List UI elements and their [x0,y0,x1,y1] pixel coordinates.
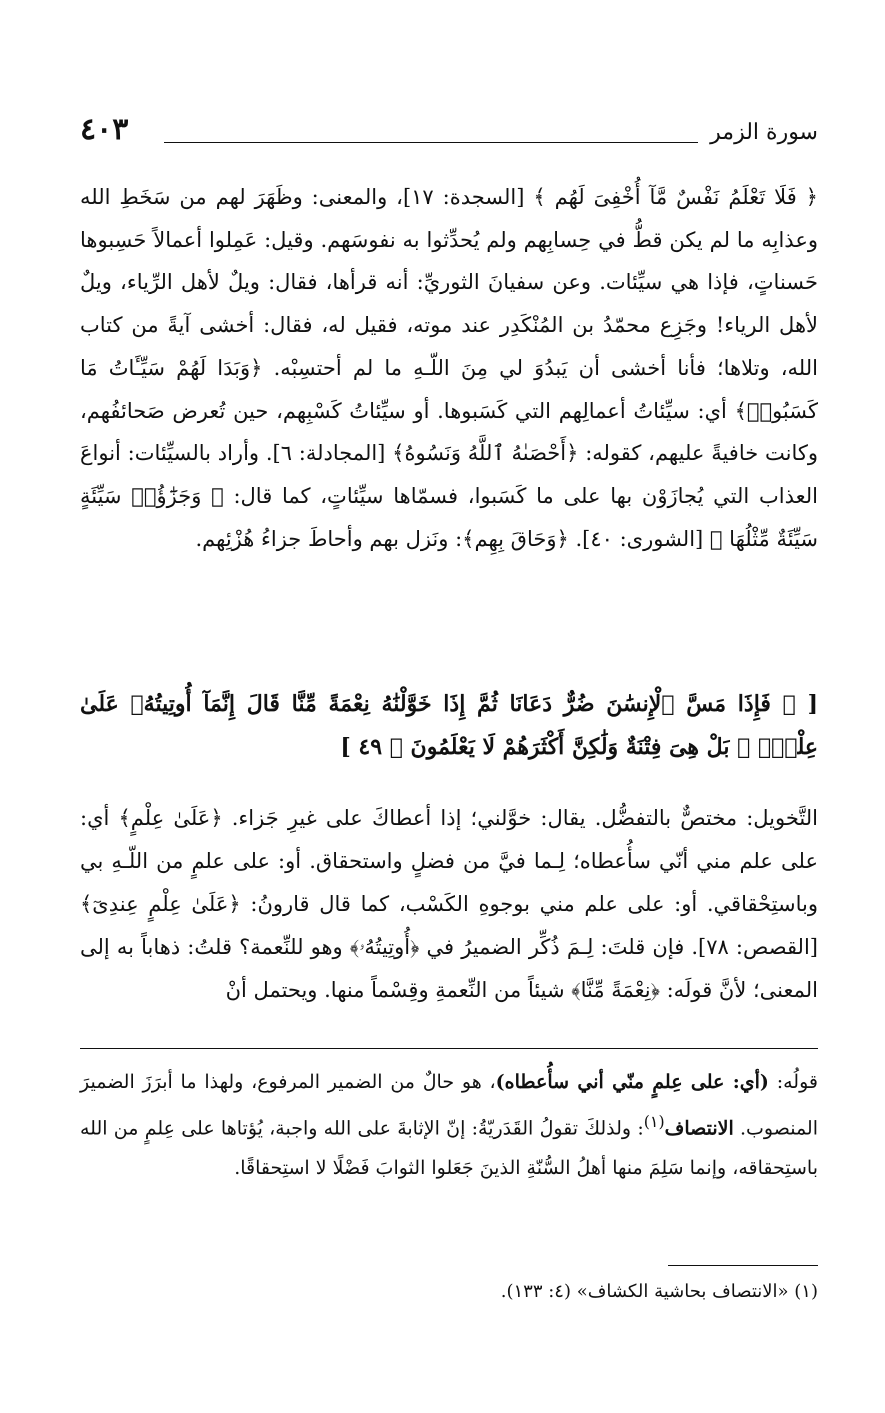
commentary-paragraph-2: التَّخويل: مختصٌّ بالتفضُّل. يقال: خوَّلني؛ إذا أعطاكَ على غيرِ جَزاء. ﴿عَلَىٰ عِلْمٍ﴾ أي: على علم مني أنّي سأُعطاه؛ لِـما فيَّ من فضلٍ واستحقاق. أو: على علمٍ من اللّـهِ بي وباستِحْقاقي. أو: على علم مني بوجوهِ الكَسْب، كما قال قارونُ: ﴿عَلَىٰ عِلْمٍ عِندِىٓ﴾ [القصص: ٧٨]. فإن قلتَ: لِـمَ ذُكِّر الضميرُ في ﴿أُوتِيتُهُۥ﴾ وهو للنِّعمة؟ قلتُ: ذهاباً به إلى المعنى؛ لأنَّ قولَه: ﴿نِعْمَةً مِّنَّا﴾ شيئاً من النِّعمةِ وقِسْماً منها. ويحتمل أنْ [80,806,818,1002]
reference-divider [668,1265,818,1266]
footnote-divider [80,1048,818,1049]
gloss-quote: (أي: على عِلمٍ منّي أني سأُعطاه) [495,1071,769,1093]
gloss-paragraph [80,1062,818,1188]
gloss-rest: : ولذلكَ تقولُ القَدَريّةُ: إنّ الإثابةَ على الله واجبة، يُؤتاها على عِلمٍ من الله باستِحقاقه، وإنما سَلِمَ منها أهلُ السُّنّةِ الذينَ جَعَلوا الثوابَ فَضْلًا لا استِحقاقًا. [80,1117,818,1180]
gloss-note [80,1062,818,1188]
page-header [80,112,818,162]
verse-text: [ ﴿ فَإِذَا مَسَّ ٱلْإِنسَٰنَ ضُرٌّ دَعَانَا ثُمَّ إِذَا خَوَّلْنَٰهُ نِعْمَةً مِّنَّا قَالَ إِنَّمَآ أُوتِيتُهُۥ عَلَىٰ عِلْمٍۭ ۚ بَلْ هِىَ فِتْنَةٌ وَلَٰكِنَّ أَكْثَرَهُمْ لَا يَعْلَمُونَ ﴾ ٤٩ ] [80,691,818,760]
header-rule [164,142,698,143]
gloss-lead: قولُه: [768,1071,818,1093]
gloss-middle: ، هو حالٌ من الضمير المرفوع، ولهذا ما أبرَزَ الضميرَ المنصوب. [80,1071,818,1140]
footnote-mark: (١) [643,1112,665,1131]
quran-verse-49 [80,683,818,769]
page-number: ٤٠٣ [80,112,129,147]
gloss-label: الانتصاف [664,1117,734,1140]
surah-title: سورة الزمر [710,120,818,145]
footnote-reference: (١) «الانتصاف بحاشية الكشاف» (٤: ١٣٣). [500,1281,818,1302]
commentary-section-2 [80,797,818,1012]
commentary-section-1 [80,176,818,560]
commentary-paragraph-1: ﴿ فَلَا تَعْلَمُ نَفْسٌ مَّآ أُخْفِىَ لَهُم ﴾ [السجدة: ١٧]، والمعنى: وظَهَرَ لهم من سَخَطِ الله وعذابِه ما لم يكن قطُّ في حِسابِهم ولم يُحدِّثوا به نفوسَهم. وقيل: عَمِلوا أعمالاً حَسِبوها حَسناتٍ، فإذا هي سيِّئات. وعن سفيانَ الثوريِّ: أنه قرأها، فقال: ويلٌ لأهل الرِّياء، ويلٌ لأهل الرياء! وجَزِع محمّدُ بن المُنْكَدِر عند موته، فقيل له، فقال: أخشى آيةً من كتاب الله، وتلاها؛ فأنا أخشى أن يَبدُوَ لي مِنَ اللّـهِ ما لم أحتسِبْه. ﴿وَبَدَا لَهُمْ سَيِّـَٔاتُ مَا كَسَبُوا۟﴾ أي: سيِّئاتُ أعمالِهم التي كَسَبوها. أو سيِّئاتُ كَسْبِهم، حين تُعرض صَحائفُهم، وكانت خافيةً عليهم، كقوله: ﴿أَحْصَىٰهُ ٱللَّهُ وَنَسُوهُ﴾ [المجادلة: ٦]. وأراد بالسيِّئات: أنواعَ العذاب التي يُجازَوْن بها على ما كَسَبوا، فسمّاها سيِّئاتٍ، كما قال: ﴿ وَجَزَٰٓؤُا۟ سَيِّئَةٍ سَيِّئَةٌ مِّثْلُهَا ﴾ [الشورى: ٤٠]. ﴿وَحَاقَ بِهِم﴾: ونَزل بهم وأحاطَ جزاءُ هُزْئِهم. [80,185,819,551]
